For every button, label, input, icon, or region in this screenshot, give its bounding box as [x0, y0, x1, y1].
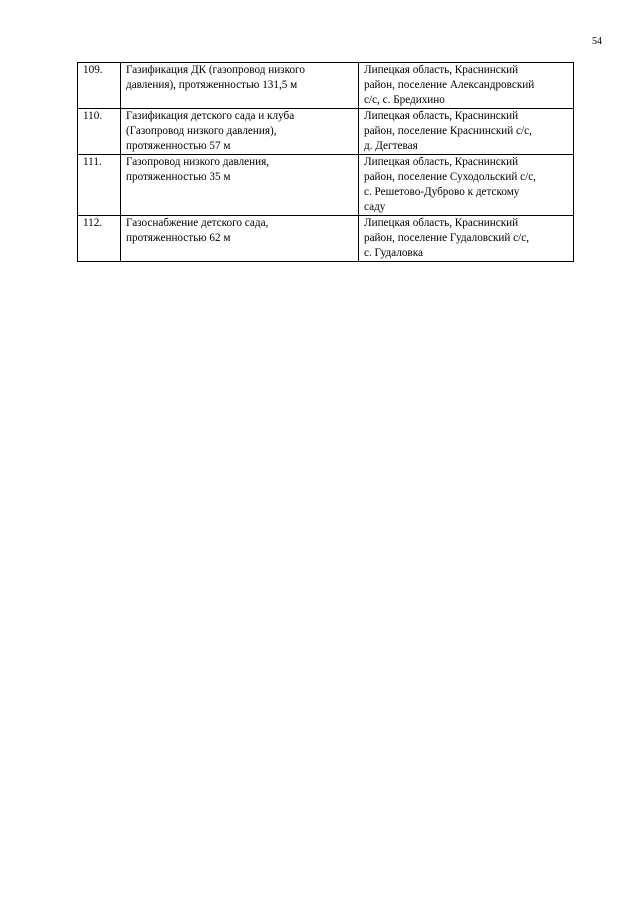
table-row — [78, 216, 574, 262]
row-number-cell — [78, 109, 121, 155]
object-name: Газификация ДК (газопровод низкого давления), протяженностью 131,5 м — [126, 64, 305, 91]
object-name-cell — [121, 155, 359, 216]
object-name: Газоснабжение детского сада, протяженностью 62 м — [126, 217, 269, 244]
objects-table — [77, 62, 574, 262]
row-number: 112. — [83, 217, 103, 229]
row-number: 111. — [83, 156, 102, 168]
row-number: 109. — [83, 64, 103, 76]
object-name-cell — [121, 109, 359, 155]
page-number: 54 — [592, 36, 602, 47]
object-name-cell — [121, 63, 359, 109]
object-location: Липецкая область, Краснинский район, поселение Александровский с/с, с. Бредихино — [364, 64, 535, 106]
row-number: 110. — [83, 110, 103, 122]
row-number-cell — [78, 216, 121, 262]
row-number-cell — [78, 63, 121, 109]
table-row — [78, 155, 574, 216]
object-name-cell — [121, 216, 359, 262]
object-location: Липецкая область, Краснинский район, поселение Краснинский с/с, д. Дегтевая — [364, 110, 532, 152]
object-location-cell — [359, 155, 574, 216]
table-row — [78, 109, 574, 155]
object-location-cell — [359, 216, 574, 262]
table-row — [78, 63, 574, 109]
object-location-cell — [359, 109, 574, 155]
object-name: Газопровод низкого давления, протяженностью 35 м — [126, 156, 270, 183]
row-number-cell — [78, 155, 121, 216]
object-location: Липецкая область, Краснинский район, поселение Гудаловский с/с, с. Гудаловка — [364, 217, 530, 259]
object-location: Липецкая область, Краснинский район, поселение Суходольский с/с, с. Решетово-Дуброво к детскому саду — [364, 156, 536, 213]
object-name: Газификация детского сада и клуба (Газопровод низкого давления), протяженностью 57 м — [126, 110, 295, 152]
object-location-cell — [359, 63, 574, 109]
